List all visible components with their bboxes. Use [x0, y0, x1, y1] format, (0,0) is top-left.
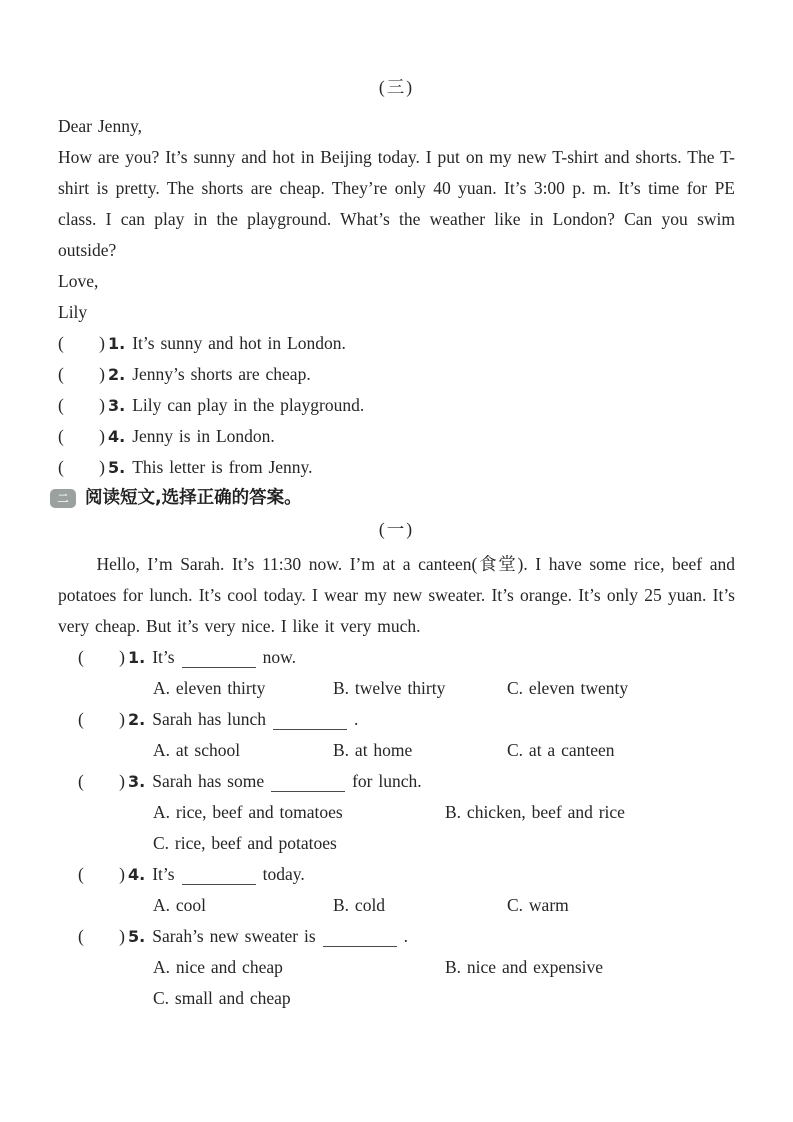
options-row: [58, 828, 735, 859]
stem-after-blank: now.: [262, 647, 296, 667]
mc-question-row-4: [58, 859, 735, 890]
paren-close: ): [99, 457, 105, 477]
option-a[interactable]: A. rice, beef and tomatoes: [153, 802, 343, 822]
question-number: 3.: [108, 396, 126, 415]
answer-parens[interactable]: [78, 704, 125, 735]
stem-after-blank: today.: [262, 864, 305, 884]
stem-after-blank: for lunch.: [352, 771, 422, 791]
paren-open: (: [78, 926, 84, 946]
multiple-choice-section: [58, 642, 735, 1014]
option-b[interactable]: B. cold: [333, 895, 386, 915]
options-row: [58, 673, 735, 704]
stem-after-blank: .: [354, 709, 359, 729]
stem-before-blank: It’s: [152, 864, 175, 884]
paren-open: (: [58, 395, 64, 415]
section-header: [50, 483, 735, 514]
options-row: [58, 735, 735, 766]
paren-close: ): [99, 333, 105, 353]
mc-question-row-2: [58, 704, 735, 735]
option-c[interactable]: C. rice, beef and potatoes: [153, 833, 337, 853]
paren-open: (: [78, 647, 84, 667]
paren-close: ): [99, 395, 105, 415]
paren-open: (: [58, 426, 64, 446]
paren-close: ): [119, 647, 125, 667]
letter-body: How are you? It’s sunny and hot in Beijing today. I put on my new T-shirt and shorts. The T-shirt is pretty. The shorts are cheap. They’re only 40 yuan. It’s 3:00 p. m. It’s time for PE class. I can play in the playground. What’s the weather like in London? Can you swim outside?: [58, 147, 735, 260]
option-a[interactable]: A. eleven thirty: [153, 678, 266, 698]
answer-parens[interactable]: [58, 359, 105, 390]
question-number: 3.: [128, 772, 146, 791]
option-b[interactable]: B. chicken, beef and rice: [445, 802, 625, 822]
tf-question-row-4: [58, 421, 735, 452]
options-row: [58, 952, 735, 983]
stem-before-blank: Sarah has some: [152, 771, 265, 791]
paren-open: (: [58, 364, 64, 384]
paren-open: (: [78, 709, 84, 729]
options-row: [58, 890, 735, 921]
answer-parens[interactable]: [78, 766, 125, 797]
answer-blank[interactable]: [182, 649, 256, 668]
paren-open: (: [78, 864, 84, 884]
option-c[interactable]: C. at a canteen: [507, 740, 615, 760]
paren-open: (: [58, 333, 64, 353]
answer-parens[interactable]: [78, 642, 125, 673]
tf-question-row-3: [58, 390, 735, 421]
question-number: 1.: [128, 648, 146, 667]
option-c[interactable]: C. eleven twenty: [507, 678, 629, 698]
option-c[interactable]: C. small and cheap: [153, 988, 291, 1008]
answer-parens[interactable]: [78, 921, 125, 952]
answer-blank[interactable]: [182, 866, 256, 885]
question-text: Jenny’s shorts are cheap.: [132, 364, 311, 384]
paren-open: (: [78, 771, 84, 791]
answer-parens[interactable]: [58, 452, 105, 483]
reading-passage: Hello, I’m Sarah. It’s 11:30 now. I’m at a canteen(食堂). I have some rice, beef and potatoes for lunch. It’s cool today. I wear my new sweater. It’s orange. It’s only 25 yuan. It’s very cheap. But it’s very nice. I like it very much.: [58, 554, 735, 636]
mc-question-row-5: [58, 921, 735, 952]
tf-question-row-2: [58, 359, 735, 390]
options-row: [58, 983, 735, 1014]
mc-question-row-1: [58, 642, 735, 673]
answer-parens[interactable]: [58, 328, 105, 359]
stem-before-blank: Sarah’s new sweater is: [152, 926, 316, 946]
question-text: It’s sunny and hot in London.: [132, 333, 346, 353]
option-a[interactable]: A. cool: [153, 895, 207, 915]
option-a[interactable]: A. at school: [153, 740, 241, 760]
stem-before-blank: Sarah has lunch: [152, 709, 267, 729]
question-number: 5.: [128, 927, 146, 946]
paren-close: ): [119, 864, 125, 884]
part-one-title: (一): [378, 519, 415, 539]
section-instruction: 阅读短文,选择正确的答案。: [85, 488, 302, 508]
options-row: [58, 797, 735, 828]
option-a[interactable]: A. nice and cheap: [153, 957, 283, 977]
answer-blank[interactable]: [323, 928, 397, 947]
paren-open: (: [58, 457, 64, 477]
paren-close: ): [99, 426, 105, 446]
letter-signature: Lily: [58, 302, 88, 322]
section-number: 二: [57, 492, 69, 505]
question-text: Lily can play in the playground.: [132, 395, 365, 415]
paren-close: ): [99, 364, 105, 384]
tf-question-row-1: [58, 328, 735, 359]
question-number: 4.: [128, 865, 146, 884]
section-two-badge-icon: [50, 489, 76, 508]
question-text: This letter is from Jenny.: [132, 457, 313, 477]
stem-after-blank: .: [403, 926, 409, 946]
option-b[interactable]: B. at home: [333, 740, 413, 760]
answer-parens[interactable]: [58, 390, 105, 421]
question-number: 5.: [108, 458, 126, 477]
stem-before-blank: It’s: [152, 647, 175, 667]
option-c[interactable]: C. warm: [507, 895, 569, 915]
paren-close: ): [119, 709, 125, 729]
answer-blank[interactable]: [273, 711, 347, 730]
option-b[interactable]: B. twelve thirty: [333, 678, 446, 698]
paren-close: ): [119, 771, 125, 791]
question-number: 2.: [128, 710, 146, 729]
question-number: 1.: [108, 334, 126, 353]
answer-parens[interactable]: [58, 421, 105, 452]
letter-closing: Love,: [58, 271, 99, 291]
question-number: 2.: [108, 365, 126, 384]
question-text: Jenny is in London.: [132, 426, 275, 446]
option-b[interactable]: B. nice and expensive: [445, 957, 604, 977]
tf-question-row-5: [58, 452, 735, 483]
answer-parens[interactable]: [78, 859, 125, 890]
letter-salutation: Dear Jenny,: [58, 116, 142, 136]
paren-close: ): [119, 926, 125, 946]
question-number: 4.: [108, 427, 126, 446]
mc-question-row-3: [58, 766, 735, 797]
part-three-title: (三): [378, 77, 415, 97]
answer-blank[interactable]: [271, 773, 345, 792]
